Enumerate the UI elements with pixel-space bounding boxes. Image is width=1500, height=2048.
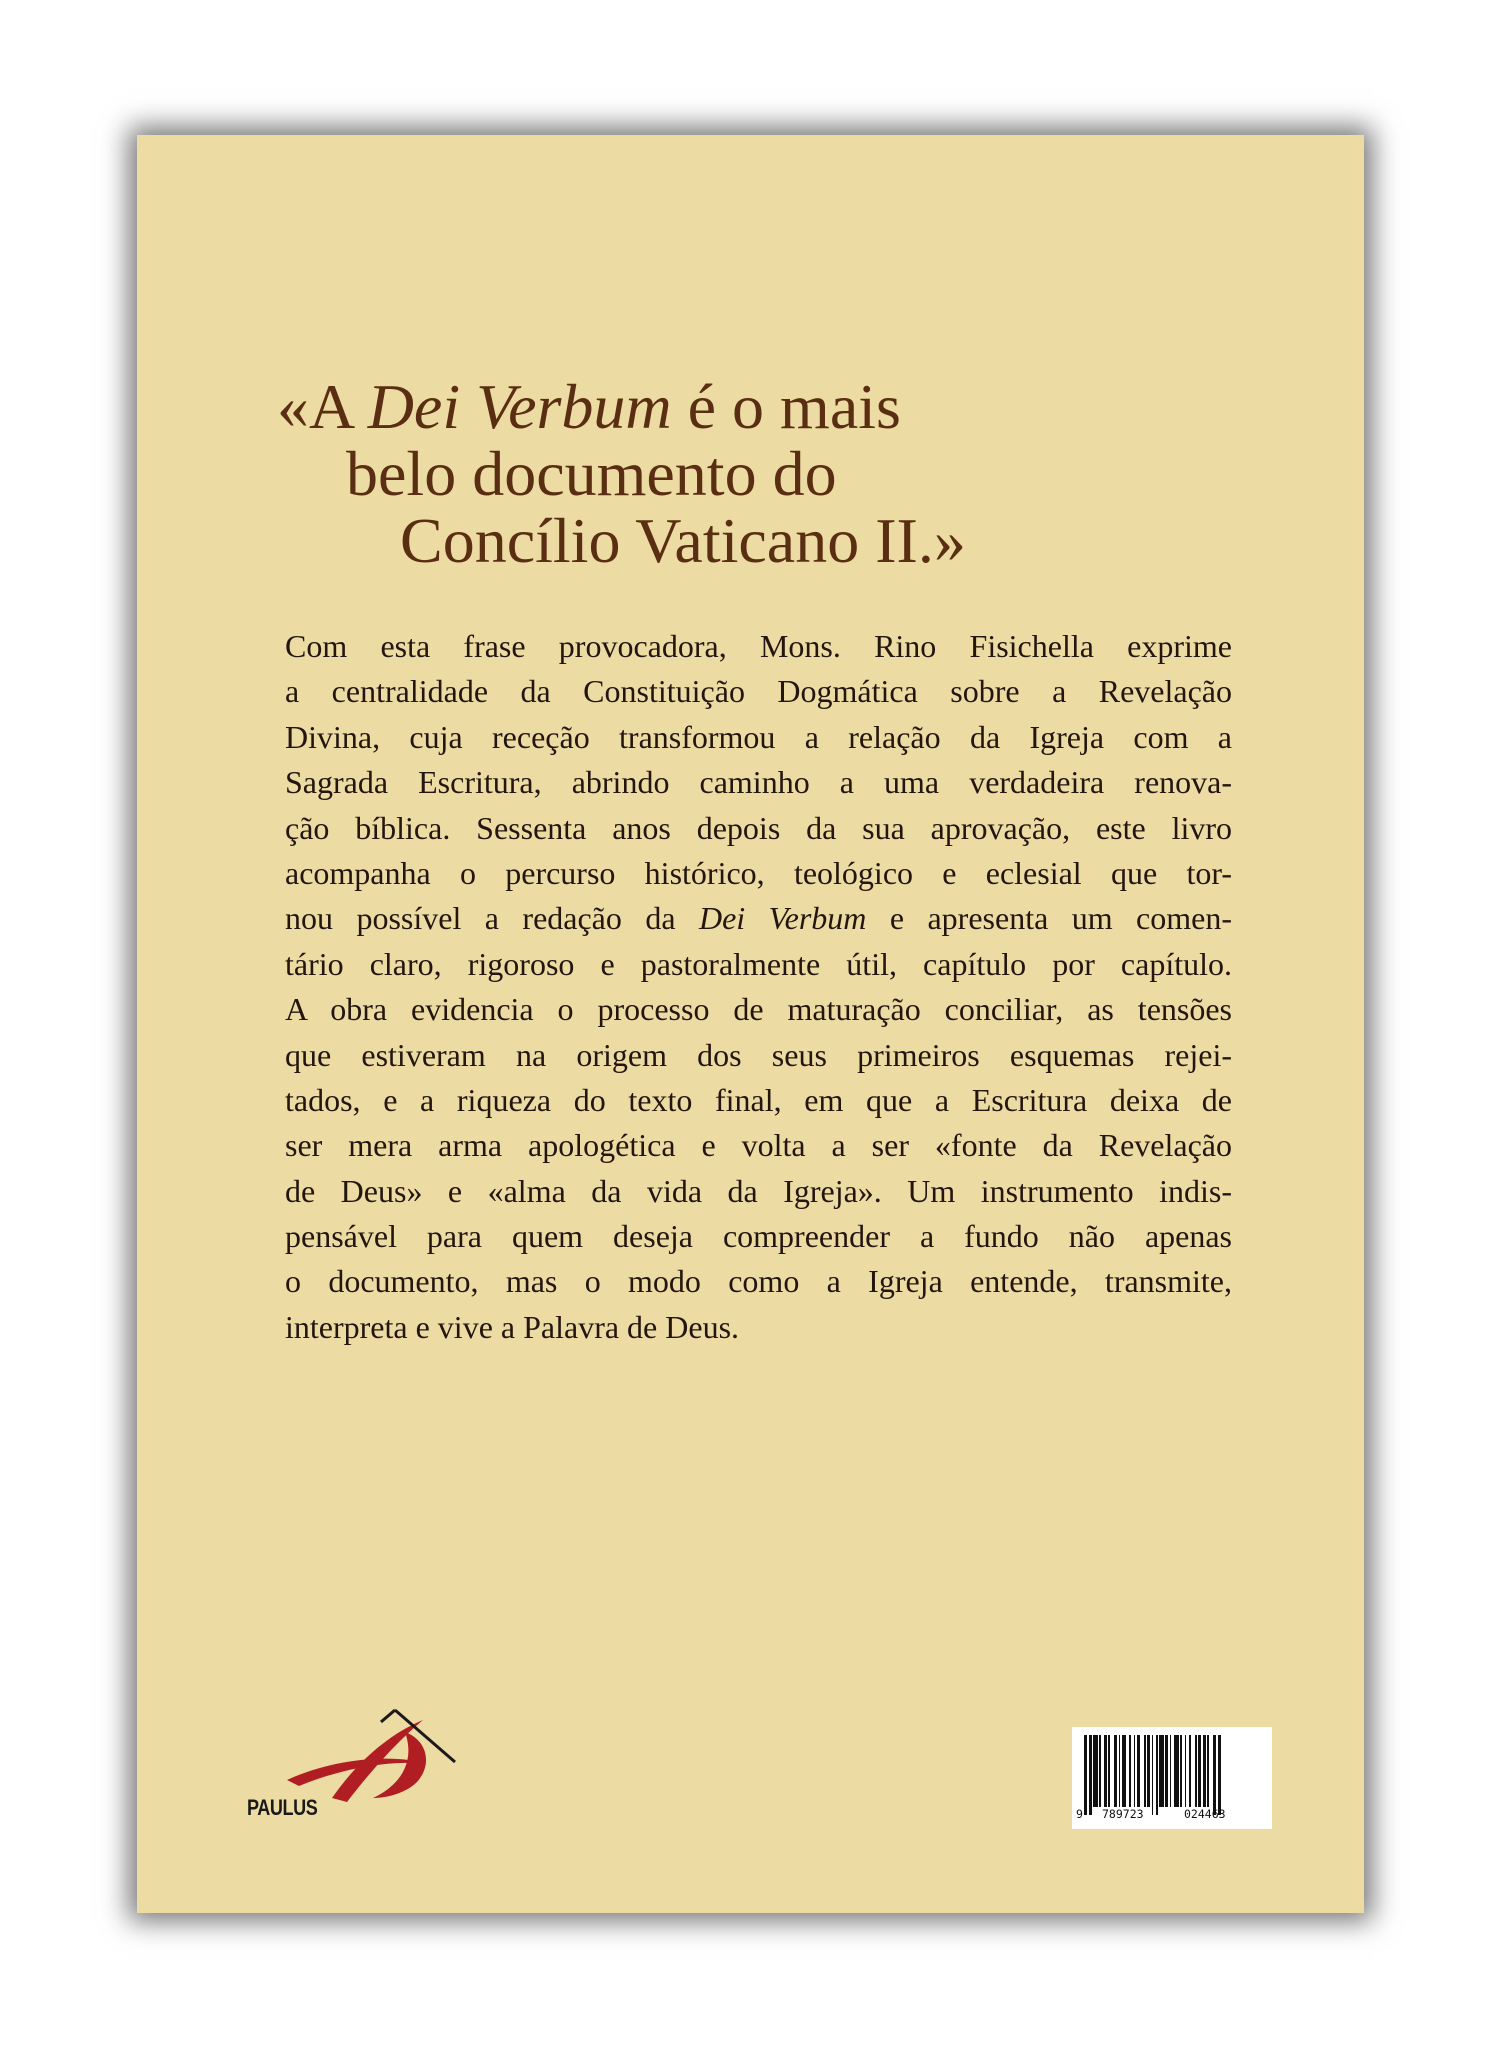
barcode-bar (1213, 1735, 1216, 1815)
barcode-bar (1104, 1735, 1107, 1807)
quote-line-2: belo documento do (346, 438, 837, 509)
description-line: Divina, cuja receção transformou a relação da Igreja com a (285, 718, 1232, 755)
barcode-bar (1114, 1735, 1117, 1807)
barcode-bar (1147, 1735, 1150, 1807)
description-line: ção bíblica. Sessenta anos depois da sua aprovação, este livro (285, 809, 1232, 846)
barcode-bar (1195, 1735, 1197, 1807)
description-line: Sagrada Escritura, abrindo caminho a uma verdadeira renova- (285, 764, 1232, 801)
barcode-bar (1189, 1735, 1191, 1807)
book-description (285, 624, 1232, 1350)
description-line: interpreta e vive a Palavra de Deus. (285, 1308, 740, 1345)
quote-title-italic: Dei Verbum (367, 371, 672, 442)
description-line: tados, e a riqueza do texto final, em que a Escritura deixa de (285, 1081, 1232, 1118)
barcode-bar (1093, 1735, 1098, 1807)
barcode-bar (1170, 1735, 1172, 1807)
description-line: o documento, mas o modo como a Igreja entende, transmite, (285, 1263, 1232, 1300)
barcode-bars (1084, 1735, 1260, 1807)
description-line (285, 896, 1232, 941)
description-line: que estiveram na origem dos seus primeiros esquemas rejei- (285, 1036, 1232, 1073)
quote-line-3: Concílio Vaticano II.» (400, 505, 966, 576)
description-line-7-start: nou possível a redação da (285, 900, 699, 937)
description-line: pensável para quem deseja compreender a fundo não apenas (285, 1218, 1232, 1255)
barcode-first-digit: 9 (1076, 1807, 1083, 1821)
barcode-bar (1165, 1735, 1168, 1807)
isbn-barcode-icon (1072, 1727, 1272, 1829)
description-line: acompanha o percurso histórico, teológico e eclesial que tor- (285, 854, 1232, 891)
barcode-bar (1099, 1735, 1101, 1807)
barcode-bar (1119, 1735, 1121, 1807)
barcode-bar (1207, 1735, 1209, 1807)
description-line: tário claro, rigoroso e pastoralmente útil, capítulo por capítulo. (285, 945, 1232, 982)
quote-line-1-start: «A (277, 371, 368, 442)
quote-line-1-end: é o mais (671, 371, 901, 442)
cover-quote (277, 373, 1277, 574)
barcode-bar (1156, 1735, 1158, 1815)
barcode-left-group: 789723 (1102, 1807, 1144, 1821)
quote-line-1 (277, 373, 1277, 440)
description-line: de Deus» e «alma da vida da Igreja». Um instrumento indis- (285, 1172, 1232, 1209)
barcode-bar (1185, 1735, 1187, 1807)
barcode-bar (1122, 1735, 1127, 1807)
barcode-bar (1108, 1735, 1110, 1807)
barcode-bar (1159, 1735, 1164, 1807)
barcode-right-group: 024463 (1184, 1807, 1226, 1821)
barcode-bar (1129, 1735, 1131, 1807)
barcode-bar (1198, 1735, 1201, 1807)
barcode-bar (1134, 1735, 1136, 1807)
description-line: A obra evidencia o processo de maturação conciliar, as tensões (285, 991, 1232, 1028)
barcode-bar (1218, 1735, 1221, 1815)
publisher-name: PAULUS (247, 1795, 318, 1820)
barcode-bar (1203, 1735, 1206, 1807)
description-title-italic: Dei Verbum (698, 900, 867, 937)
description-line: ser mera arma apologética e volta a ser «fonte da Revelação (285, 1127, 1232, 1164)
barcode-bar (1152, 1735, 1154, 1815)
barcode-bar (1180, 1735, 1182, 1807)
barcode-bar (1174, 1735, 1179, 1807)
barcode-bar (1084, 1735, 1087, 1815)
barcode-bar (1137, 1735, 1140, 1807)
description-line-7-end: e apresenta um comen- (866, 900, 1233, 937)
barcode-bar (1089, 1735, 1092, 1815)
barcode-bar (1144, 1735, 1146, 1807)
book-back-cover (137, 135, 1364, 1913)
description-line: Com esta frase provocadora, Mons. Rino Fisichella exprime (285, 628, 1232, 664)
description-line: a centralidade da Constituição Dogmática sobre a Revelação (285, 673, 1232, 710)
